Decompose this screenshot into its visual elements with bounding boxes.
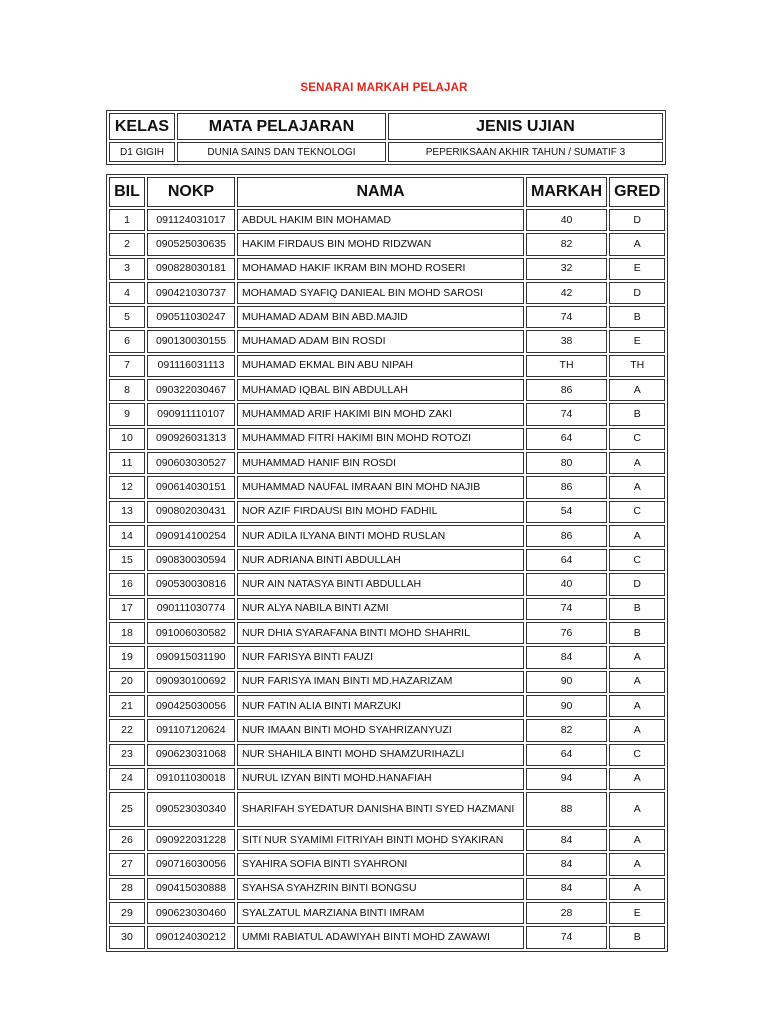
table-row bbox=[109, 926, 665, 948]
nama-header: NAMA bbox=[237, 177, 524, 207]
table-row bbox=[109, 829, 665, 851]
bil-cell: 5 bbox=[109, 306, 145, 328]
nokp-cell: 091124031017 bbox=[147, 209, 235, 231]
nama-cell: MUHAMMAD HANIF BIN ROSDI bbox=[237, 452, 524, 474]
bil-cell: 28 bbox=[109, 878, 145, 900]
nama-cell: NUR DHIA SYARAFANA BINTI MOHD SHAHRIL bbox=[237, 622, 524, 644]
marks-body bbox=[109, 209, 665, 949]
nama-cell: NUR ALYA NABILA BINTI AZMI bbox=[237, 598, 524, 620]
nama-cell: SYALZATUL MARZIANA BINTI IMRAM bbox=[237, 902, 524, 924]
nama-cell: NUR FARISYA IMAN BINTI MD.HAZARIZAM bbox=[237, 671, 524, 693]
nama-cell: MOHAMAD HAKIF IKRAM BIN MOHD ROSERI bbox=[237, 258, 524, 280]
nokp-cell: 090802030431 bbox=[147, 501, 235, 523]
gred-cell: TH bbox=[609, 355, 665, 377]
markah-cell: 64 bbox=[526, 428, 607, 450]
gred-cell: A bbox=[609, 671, 665, 693]
gred-cell: C bbox=[609, 744, 665, 766]
nama-cell: NUR AIN NATASYA BINTI ABDULLAH bbox=[237, 573, 524, 595]
markah-cell: TH bbox=[526, 355, 607, 377]
markah-cell: 80 bbox=[526, 452, 607, 474]
nama-cell: NUR ADILA ILYANA BINTI MOHD RUSLAN bbox=[237, 525, 524, 547]
info-header-row bbox=[109, 113, 663, 140]
bil-cell: 23 bbox=[109, 744, 145, 766]
nama-cell: NUR ADRIANA BINTI ABDULLAH bbox=[237, 549, 524, 571]
bil-cell: 11 bbox=[109, 452, 145, 474]
nokp-cell: 090915031190 bbox=[147, 646, 235, 668]
gred-cell: C bbox=[609, 428, 665, 450]
table-row bbox=[109, 671, 665, 693]
nama-cell: NUR FARISYA BINTI FAUZI bbox=[237, 646, 524, 668]
markah-cell: 40 bbox=[526, 573, 607, 595]
bil-cell: 4 bbox=[109, 282, 145, 304]
nama-cell: SITI NUR SYAMIMI FITRIYAH BINTI MOHD SYAKIRAN bbox=[237, 829, 524, 851]
markah-cell: 82 bbox=[526, 719, 607, 741]
info-value-row bbox=[109, 142, 663, 162]
markah-cell: 74 bbox=[526, 403, 607, 425]
gred-cell: A bbox=[609, 829, 665, 851]
table-row bbox=[109, 209, 665, 231]
marks-header-row bbox=[109, 177, 665, 207]
table-row bbox=[109, 768, 665, 790]
bil-cell: 20 bbox=[109, 671, 145, 693]
gred-cell: B bbox=[609, 598, 665, 620]
nama-cell: NOR AZIF FIRDAUSI BIN MOHD FADHIL bbox=[237, 501, 524, 523]
gred-cell: B bbox=[609, 622, 665, 644]
nokp-cell: 090922031228 bbox=[147, 829, 235, 851]
table-row bbox=[109, 306, 665, 328]
nokp-cell: 091116031113 bbox=[147, 355, 235, 377]
nokp-cell: 091107120624 bbox=[147, 719, 235, 741]
table-row bbox=[109, 355, 665, 377]
gred-cell: C bbox=[609, 501, 665, 523]
bil-cell: 13 bbox=[109, 501, 145, 523]
table-row bbox=[109, 258, 665, 280]
nama-cell: NUR SHAHILA BINTI MOHD SHAMZURIHAZLI bbox=[237, 744, 524, 766]
gred-cell: A bbox=[609, 379, 665, 401]
nokp-cell: 090511030247 bbox=[147, 306, 235, 328]
table-row bbox=[109, 878, 665, 900]
gred-cell: A bbox=[609, 646, 665, 668]
table-row bbox=[109, 853, 665, 875]
nokp-cell: 090930100692 bbox=[147, 671, 235, 693]
markah-cell: 84 bbox=[526, 646, 607, 668]
nokp-cell: 090421030737 bbox=[147, 282, 235, 304]
nama-cell: MUHAMAD ADAM BIN ABD.MAJID bbox=[237, 306, 524, 328]
nama-cell: SYAHIRA SOFIA BINTI SYAHRONI bbox=[237, 853, 524, 875]
nokp-cell: 090623031068 bbox=[147, 744, 235, 766]
markah-cell: 90 bbox=[526, 671, 607, 693]
markah-cell: 88 bbox=[526, 792, 607, 827]
table-row bbox=[109, 744, 665, 766]
nama-cell: MUHAMMAD ARIF HAKIMI BIN MOHD ZAKI bbox=[237, 403, 524, 425]
gred-cell: B bbox=[609, 403, 665, 425]
table-row bbox=[109, 792, 665, 827]
nama-cell: HAKIM FIRDAUS BIN MOHD RIDZWAN bbox=[237, 233, 524, 255]
table-row bbox=[109, 501, 665, 523]
nokp-cell: 090716030056 bbox=[147, 853, 235, 875]
nokp-cell: 090415030888 bbox=[147, 878, 235, 900]
bil-cell: 7 bbox=[109, 355, 145, 377]
bil-cell: 12 bbox=[109, 476, 145, 498]
markah-cell: 94 bbox=[526, 768, 607, 790]
bil-cell: 14 bbox=[109, 525, 145, 547]
bil-cell: 27 bbox=[109, 853, 145, 875]
gred-cell: A bbox=[609, 233, 665, 255]
gred-cell: D bbox=[609, 209, 665, 231]
gred-cell: E bbox=[609, 258, 665, 280]
nokp-cell: 090523030340 bbox=[147, 792, 235, 827]
markah-cell: 74 bbox=[526, 598, 607, 620]
table-row bbox=[109, 549, 665, 571]
gred-cell: A bbox=[609, 476, 665, 498]
marks-table bbox=[107, 175, 667, 951]
nokp-cell: 090911110107 bbox=[147, 403, 235, 425]
gred-cell: E bbox=[609, 902, 665, 924]
table-row bbox=[109, 622, 665, 644]
jenis-ujian-header: JENIS UJIAN bbox=[388, 113, 663, 140]
nama-cell: MOHAMAD SYAFIQ DANIEAL BIN MOHD SAROSI bbox=[237, 282, 524, 304]
bil-cell: 25 bbox=[109, 792, 145, 827]
gred-cell: A bbox=[609, 768, 665, 790]
nama-cell: SYAHSA SYAHZRIN BINTI BONGSU bbox=[237, 878, 524, 900]
kelas-header: KELAS bbox=[109, 113, 175, 140]
bil-cell: 17 bbox=[109, 598, 145, 620]
bil-cell: 29 bbox=[109, 902, 145, 924]
bil-cell: 15 bbox=[109, 549, 145, 571]
bil-cell: 30 bbox=[109, 926, 145, 948]
nokp-cell: 091006030582 bbox=[147, 622, 235, 644]
bil-cell: 21 bbox=[109, 695, 145, 717]
table-row bbox=[109, 330, 665, 352]
markah-cell: 84 bbox=[526, 853, 607, 875]
markah-cell: 40 bbox=[526, 209, 607, 231]
nokp-cell: 090525030635 bbox=[147, 233, 235, 255]
bil-cell: 19 bbox=[109, 646, 145, 668]
nama-cell: NUR FATIN ALIA BINTI MARZUKI bbox=[237, 695, 524, 717]
markah-cell: 64 bbox=[526, 549, 607, 571]
gred-cell: E bbox=[609, 330, 665, 352]
nama-cell: MUHAMMAD NAUFAL IMRAAN BIN MOHD NAJIB bbox=[237, 476, 524, 498]
nokp-cell: 090623030460 bbox=[147, 902, 235, 924]
nokp-cell: 091011030018 bbox=[147, 768, 235, 790]
nokp-cell: 090124030212 bbox=[147, 926, 235, 948]
class-info-table bbox=[107, 111, 665, 164]
gred-header: GRED bbox=[609, 177, 665, 207]
bil-cell: 1 bbox=[109, 209, 145, 231]
bil-cell: 26 bbox=[109, 829, 145, 851]
gred-cell: A bbox=[609, 525, 665, 547]
markah-cell: 32 bbox=[526, 258, 607, 280]
nokp-cell: 090322030467 bbox=[147, 379, 235, 401]
bil-cell: 24 bbox=[109, 768, 145, 790]
gred-cell: D bbox=[609, 282, 665, 304]
markah-cell: 86 bbox=[526, 525, 607, 547]
markah-cell: 84 bbox=[526, 829, 607, 851]
gred-cell: A bbox=[609, 853, 665, 875]
nokp-cell: 090830030594 bbox=[147, 549, 235, 571]
markah-cell: 42 bbox=[526, 282, 607, 304]
kelas-value: D1 GIGIH bbox=[109, 142, 175, 162]
gred-cell: D bbox=[609, 573, 665, 595]
markah-header: MARKAH bbox=[526, 177, 607, 207]
gred-cell: A bbox=[609, 695, 665, 717]
nama-cell: NUR IMAAN BINTI MOHD SYAHRIZANYUZI bbox=[237, 719, 524, 741]
table-row bbox=[109, 525, 665, 547]
mata-pelajaran-header: MATA PELAJARAN bbox=[177, 113, 386, 140]
bil-header: BIL bbox=[109, 177, 145, 207]
gred-cell: C bbox=[609, 549, 665, 571]
jenis-ujian-value: PEPERIKSAAN AKHIR TAHUN / SUMATIF 3 bbox=[388, 142, 663, 162]
nokp-cell: 090828030181 bbox=[147, 258, 235, 280]
gred-cell: B bbox=[609, 926, 665, 948]
nama-cell: MUHAMMAD FITRI HAKIMI BIN MOHD ROTOZI bbox=[237, 428, 524, 450]
nokp-cell: 090130030155 bbox=[147, 330, 235, 352]
gred-cell: A bbox=[609, 878, 665, 900]
nokp-cell: 090530030816 bbox=[147, 573, 235, 595]
nokp-header: NOKP bbox=[147, 177, 235, 207]
nokp-cell: 090425030056 bbox=[147, 695, 235, 717]
table-row bbox=[109, 379, 665, 401]
table-row bbox=[109, 428, 665, 450]
bil-cell: 3 bbox=[109, 258, 145, 280]
gred-cell: B bbox=[609, 306, 665, 328]
markah-cell: 76 bbox=[526, 622, 607, 644]
bil-cell: 2 bbox=[109, 233, 145, 255]
nokp-cell: 090926031313 bbox=[147, 428, 235, 450]
nama-cell: MUHAMAD EKMAL BIN ABU NIPAH bbox=[237, 355, 524, 377]
nokp-cell: 090111030774 bbox=[147, 598, 235, 620]
nama-cell: UMMI RABIATUL ADAWIYAH BINTI MOHD ZAWAWI bbox=[237, 926, 524, 948]
nokp-cell: 090914100254 bbox=[147, 525, 235, 547]
markah-cell: 86 bbox=[526, 476, 607, 498]
mata-pelajaran-value: DUNIA SAINS DAN TEKNOLOGI bbox=[177, 142, 386, 162]
markah-cell: 90 bbox=[526, 695, 607, 717]
markah-cell: 64 bbox=[526, 744, 607, 766]
nama-cell: NURUL IZYAN BINTI MOHD.HANAFIAH bbox=[237, 768, 524, 790]
table-row bbox=[109, 403, 665, 425]
bil-cell: 6 bbox=[109, 330, 145, 352]
nama-cell: MUHAMAD IQBAL BIN ABDULLAH bbox=[237, 379, 524, 401]
bil-cell: 9 bbox=[109, 403, 145, 425]
nama-cell: MUHAMAD ADAM BIN ROSDI bbox=[237, 330, 524, 352]
table-row bbox=[109, 646, 665, 668]
nokp-cell: 090603030527 bbox=[147, 452, 235, 474]
markah-cell: 82 bbox=[526, 233, 607, 255]
table-row bbox=[109, 719, 665, 741]
bil-cell: 18 bbox=[109, 622, 145, 644]
table-row bbox=[109, 233, 665, 255]
bil-cell: 10 bbox=[109, 428, 145, 450]
page-title: SENARAI MARKAH PELAJAR bbox=[300, 82, 468, 94]
markah-cell: 38 bbox=[526, 330, 607, 352]
gred-cell: A bbox=[609, 452, 665, 474]
markah-cell: 28 bbox=[526, 902, 607, 924]
markah-cell: 54 bbox=[526, 501, 607, 523]
gred-cell: A bbox=[609, 719, 665, 741]
bil-cell: 8 bbox=[109, 379, 145, 401]
gred-cell: A bbox=[609, 792, 665, 827]
table-row bbox=[109, 573, 665, 595]
markah-cell: 74 bbox=[526, 926, 607, 948]
bil-cell: 16 bbox=[109, 573, 145, 595]
table-row bbox=[109, 902, 665, 924]
table-row bbox=[109, 695, 665, 717]
table-row bbox=[109, 598, 665, 620]
nokp-cell: 090614030151 bbox=[147, 476, 235, 498]
table-row bbox=[109, 476, 665, 498]
nama-cell: ABDUL HAKIM BIN MOHAMAD bbox=[237, 209, 524, 231]
markah-cell: 86 bbox=[526, 379, 607, 401]
markah-cell: 84 bbox=[526, 878, 607, 900]
nama-cell: SHARIFAH SYEDATUR DANISHA BINTI SYED HAZMANI bbox=[237, 792, 524, 827]
markah-cell: 74 bbox=[526, 306, 607, 328]
table-row bbox=[109, 282, 665, 304]
table-row bbox=[109, 452, 665, 474]
bil-cell: 22 bbox=[109, 719, 145, 741]
